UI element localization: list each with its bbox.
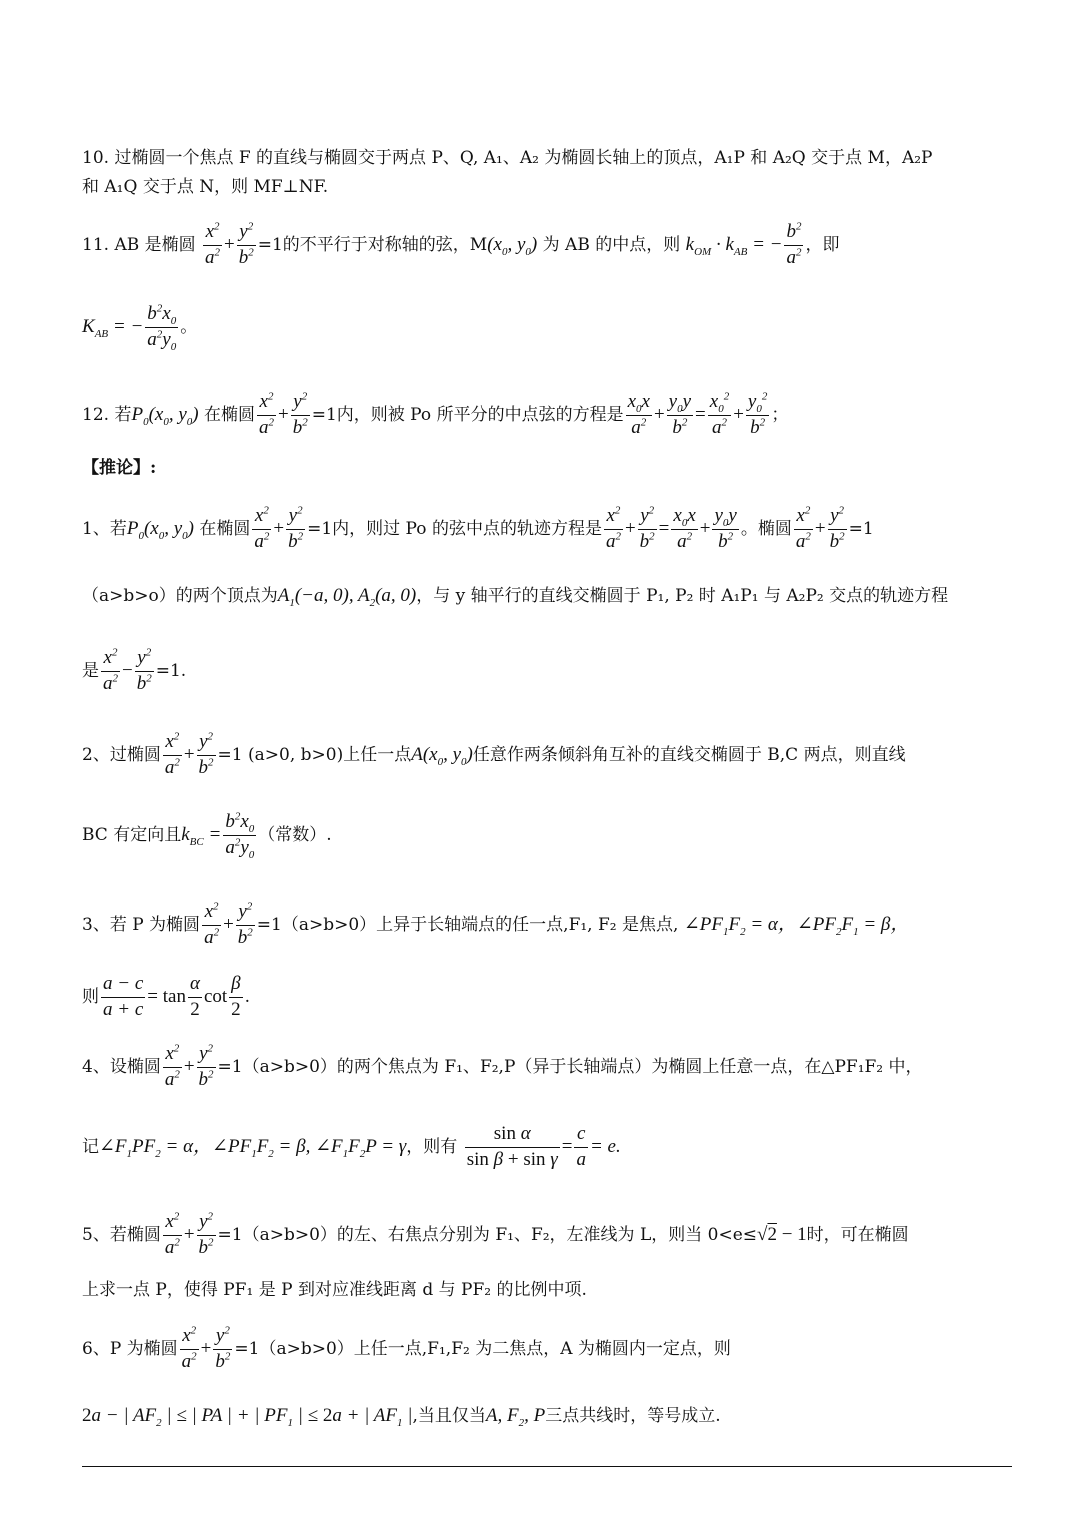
formula-y2-b2: $\frac{y^2}{b^2}$ (829, 504, 845, 552)
corollary-3-line-2: 则 $\frac{a - c}{a + c}$ = tan $\frac{\alpha}{2}$ cot $\frac{\beta}{2}$ . (82, 973, 251, 1020)
corollary-3-line-1: 3、若 P 为椭圆 $\frac{x^2}{a^2}$ + $\frac{y^2}{b^2}$ =1（a>b>0）上异于长轴端点的任一点,F₁, F₂ 是焦点, $\angle PF_1F_2 = \alpha$，$\angle PF_2F_1 = \beta$， (82, 900, 910, 948)
item-11-mid: =1的不平行于对称轴的弦，M (257, 234, 488, 255)
c1-d: 。椭圆 (740, 518, 792, 539)
formula-vertices: $A_1(-a$, 0), $A_2(a$, 0) (277, 585, 417, 609)
formula-y2-b2: $\frac{y^2}{b^2}$ (292, 390, 308, 438)
formula-x2-a2: $\frac{x^2}{a^2}$ (103, 646, 118, 694)
heading-text: 【推论】: (82, 458, 157, 478)
c1-line2b: ，与 y 轴平行的直线交椭圆于 P₁, P₂ 时 A₁P₁ 与 A₂P₂ 交点的轨迹方程 (416, 586, 949, 606)
formula-midpoint: ($x_0$, $y_0$) (487, 233, 538, 258)
item-12-end: ； (771, 404, 789, 425)
formula-x2-a2: $\frac{x^2}{a^2}$ (795, 504, 811, 552)
item-11-line-2 (82, 304, 1012, 351)
formula-y2-b2: $\frac{y^2}{b^2}$ (198, 730, 214, 778)
corollary-5-line-2 (82, 1282, 1012, 1299)
formula-kbc-frac: $\frac{b^2x_0}{a^2y_0}$ (225, 810, 255, 861)
c1-e: =1 (848, 518, 874, 539)
corollary-2-line-1: 2、过椭圆 $\frac{x^2}{a^2}$ + $\frac{y^2}{b^2}$ =1 (a>0, b>0)上任一点$A(x_0$, $y_0$)任意作两条倾斜角互补的直线交椭圆于 B,C 两点，则直线 (82, 730, 906, 778)
formula-y02-b2: $\frac{y_0^2}{b^2}$ (747, 390, 768, 438)
formula-y2-b2: $\frac{y^2}{b^2}$ (136, 646, 152, 694)
formula-beta-half: $\frac{\beta}{2}$ (231, 973, 241, 1020)
formula-angles-alpha-beta: $\angle PF_1F_2 = \alpha$，$\angle PF_2F_1 = \beta$， (683, 913, 910, 938)
formula-c-over-a: $\frac{c}{a}$ (576, 1123, 586, 1170)
formula-x2-a2: $\frac{x^2}{a^2}$ (181, 1324, 197, 1372)
item-11-end: 。 (180, 316, 198, 337)
c1-b: 在椭圆 (199, 518, 251, 539)
c4-line2b: ，则有 (406, 1136, 458, 1157)
formula-kab: $K_{AB}$ = − (82, 315, 144, 340)
corollary-2-line-2 (82, 812, 1012, 859)
formula-y0y-b2: $\frac{y_0y}{b^2}$ (714, 505, 737, 552)
c6-a: 6、P 为椭圆 (82, 1338, 178, 1359)
formula-sqrt2-minus1: √2 − 1 (757, 1223, 807, 1245)
formula-p0: $P_0(x_0$, $y_0$) (131, 403, 199, 428)
item-10-line-1 (82, 150, 1012, 167)
item-10-text-1: 10. 过椭圆一个焦点 F 的直线与椭圆交于两点 P、Q, A₁、A₂ 为椭圆长轴上的顶点，A₁P 和 A₂Q 交于点 M，A₂P (82, 148, 933, 168)
c3-line2a: 则 (82, 986, 99, 1007)
formula-y0y-b2: $\frac{y_0y}{b^2}$ (668, 391, 692, 438)
c5-a: 5、若椭圆 (82, 1224, 161, 1245)
formula-inequality: 2a − | $AF_2$ | ≤ | PA | + | $PF_1$ | ≤ 2a + | $AF_1$ | (82, 1405, 413, 1429)
c5-line2: 上求一点 P，使得 PF₁ 是 P 到对应准线距离 d 与 PF₂ 的比例中项. (82, 1280, 587, 1300)
c2-line2b: （常数）. (258, 824, 332, 845)
item-10-line-2 (82, 179, 1012, 196)
formula-ac-frac: $\frac{a - c}{a + c}$ (103, 973, 144, 1020)
formula-y2-b2: $\frac{y^2}{b^2}$ (639, 504, 655, 552)
c4-line2a: 记 (82, 1136, 99, 1157)
item-11-tail: ，即 (805, 234, 840, 255)
corollary-6-line-1: 6、P 为椭圆 $\frac{x^2}{a^2}$ + $\frac{y^2}{b^2}$ =1（a>b>0）上任一点,F₁,F₂ 为二焦点，A 为椭圆内一定点，则 (82, 1324, 731, 1372)
c3-a: 3、若 P 为椭圆 (82, 914, 201, 935)
formula-y2-b2: $\frac{y^2}{b^2}$ (288, 504, 304, 552)
corollary-1-line-1: 1、若$P_0(x_0$, $y_0$) 在椭圆 $\frac{x^2}{a^2}$ + $\frac{y^2}{b^2}$ =1内，则过 Po 的弦中点的轨迹方程是 $\frac{x^2}{a^2}$ + $\frac{y^2}{b^2}$ = $\frac{x_0x}{a^2}$ + $\frac{y_0y}{b^2}$ 。椭圆 $\frac{x^2}{a^2}$ + $\frac{y^2}{b^2}$ =1 (82, 504, 874, 552)
item-11-prefix: 11. AB 是椭圆 (82, 234, 196, 255)
c3-b: =1（a>b>0）上异于长轴端点的任一点,F₁, F₂ 是焦点, (256, 914, 679, 935)
formula-y2-b2: $\frac{y^2}{b^2}$ (198, 1042, 214, 1090)
formula-x2-a2: $\frac{x^2}{a^2}$ (204, 900, 220, 948)
c6-line2b: ,当且仅当 (412, 1406, 486, 1426)
c3-line2b: . (244, 986, 251, 1007)
formula-x2-a2: $\frac{x^2}{a^2}$ (164, 730, 180, 778)
formula-x2-a2: $\frac{x^2}{a^2}$ (164, 1210, 180, 1258)
footer-divider (82, 1466, 1012, 1467)
formula-x0x-a2: $\frac{x_0x}{a^2}$ (673, 505, 696, 552)
corollary-5-line-1: 5、若椭圆 $\frac{x^2}{a^2}$ + $\frac{y^2}{b^2}$ =1（a>b>0）的左、右焦点分别为 F₁、F₂，左准线为 L，则当 0<e≤√2 − 1时，可在椭圆 (82, 1210, 909, 1258)
c4-a: 4、设椭圆 (82, 1056, 161, 1077)
item-12-mid1: 在椭圆 (204, 404, 255, 425)
formula-collinear-points: A, $F_2$, P (485, 1405, 546, 1429)
formula-x2-a2: $\frac{x^2}{a^2}$ (164, 1042, 180, 1090)
c1-c: =1内，则过 Po 的弦中点的轨迹方程是 (307, 518, 602, 539)
c6-b: =1（a>b>0）上任一点,F₁,F₂ 为二焦点，A 为椭圆内一定点，则 (234, 1338, 731, 1359)
c1-line3a: 是 (82, 660, 99, 681)
c5-c: 时，可在椭圆 (806, 1224, 909, 1245)
item-11-mid2: 为 AB 的中点，则 (542, 234, 681, 255)
formula-p0: $P_0(x_0$, $y_0$) (126, 517, 194, 542)
formula-k-product: $k_{OM} \cdot k_{AB}$ = − (685, 233, 783, 258)
formula-point-a: $A(x_0$, $y_0$) (411, 743, 473, 768)
item-12-prefix: 12. 若 (82, 404, 132, 425)
formula-sine-ratio: $\frac{\text{sin α}}{\text{sin β + sin γ}}$ (466, 1123, 558, 1170)
item-10-text-2: 和 A₁Q 交于点 N，则 MF⊥NF. (82, 177, 329, 197)
item-11-line-1: 11. AB 是椭圆 $\frac{x^2}{a^2}$ + $\frac{y^2}{b^2}$ =1的不平行于对称轴的弦，$M(x_0$, $y_0$) 为 AB 的中点，则 $k_{OM} \cdot k_{AB}$ = − $\frac{b^2}{a^2}$ ，即 (82, 220, 840, 268)
formula-kab-frac: $\frac{b^2x_0}{a^2y_0}$ (147, 302, 177, 353)
formula-kbc: $k_{BC}$ = (181, 823, 222, 848)
item-12-line: 12. 若$P_0(x_0$, $y_0$) 在椭圆 $\frac{x^2}{a^2}$ + $\frac{y^2}{b^2}$ =1内，则被 Po 所平分的中点弦的方程是 $\frac{x_0x}{a^2}$ + $\frac{y_0y}{b^2}$ = $\frac{x_0^2}{a^2}$ + $\frac{y_0^2}{b^2}$ ； (82, 390, 789, 438)
corollary-1-line-2 (82, 585, 1012, 609)
c5-b: =1（a>b>0）的左、右焦点分别为 F₁、F₂，左准线为 L，则当 0<e≤ (217, 1224, 758, 1245)
corollary-1-line-3: 是 $\frac{x^2}{a^2}$ − $\frac{y^2}{b^2}$ =1. (82, 646, 187, 694)
formula-y2-b2: $\frac{y^2}{b^2}$ (215, 1324, 231, 1372)
c1-line3b: =1. (155, 660, 187, 681)
formula-y2-b2: $\frac{y^2}{b^2}$ (237, 900, 253, 948)
c2-a: 2、过椭圆 (82, 744, 161, 765)
c1-a: 1、若 (82, 518, 127, 539)
formula-angles-gamma: $\angle F_1PF_2 = \alpha$，$\angle PF_1F_2 = \beta$, $\angle F_1F_2P = \gamma$ (99, 1135, 407, 1160)
corollary-4-line-2: 记$\angle F_1PF_2 = \alpha$，$\angle PF_1F_2 = \beta$, $\angle F_1F_2P = \gamma$，则有 $\frac{\text{sin α}}{\text{sin β + sin γ}}$ = $\frac{c}{a}$ = e. (82, 1123, 621, 1170)
c4-b: =1（a>b>0）的两个焦点为 F₁、F₂,P（异于长轴端点）为椭圆上任意一点，在△PF₁F₂ 中， (217, 1056, 923, 1077)
formula-y2-b2: $\frac{y^2}{b^2}$ (198, 1210, 214, 1258)
c2-line2a: BC 有定向且 (82, 824, 182, 845)
formula-x02-a2: $\frac{x_0^2}{a^2}$ (709, 390, 730, 438)
formula-x2-a2: $\frac{x^2}{a^2}$ (605, 504, 621, 552)
formula-alpha-half: $\frac{\alpha}{2}$ (189, 973, 200, 1020)
c2-b: =1 (a>0, b>0)上任一点 (217, 744, 412, 765)
formula-y2-b2: $\frac{y^2}{b^2}$ (238, 220, 254, 268)
formula-x2-a2: $\frac{x^2}{a^2}$ (254, 504, 270, 552)
c1-line2a: （a>b>o）的两个顶点为 (82, 586, 278, 606)
c6-line2c: 三点共线时，等号成立. (545, 1406, 721, 1426)
c2-c: 任意作两条倾斜角互补的直线交椭圆于 B,C 两点，则直线 (472, 744, 906, 765)
corollary-4-line-1: 4、设椭圆 $\frac{x^2}{a^2}$ + $\frac{y^2}{b^2}$ =1（a>b>0）的两个焦点为 F₁、F₂,P（异于长轴端点）为椭圆上任意一点，在△PF₁F₂ 中， (82, 1042, 923, 1090)
formula-x2-a2: $\frac{x^2}{a^2}$ (259, 390, 274, 438)
section-heading (82, 460, 1012, 477)
formula-x0x-a2: $\frac{x_0x}{a^2}$ (627, 391, 650, 438)
item-12-mid2: =1内，则被 Po 所平分的中点弦的方程是 (311, 404, 624, 425)
formula-b2-a2: $\frac{b^2}{a^2}$ (786, 220, 802, 268)
formula-x2-a2: $\frac{x^2}{a^2}$ (205, 220, 221, 268)
corollary-6-line-2 (82, 1405, 1012, 1429)
